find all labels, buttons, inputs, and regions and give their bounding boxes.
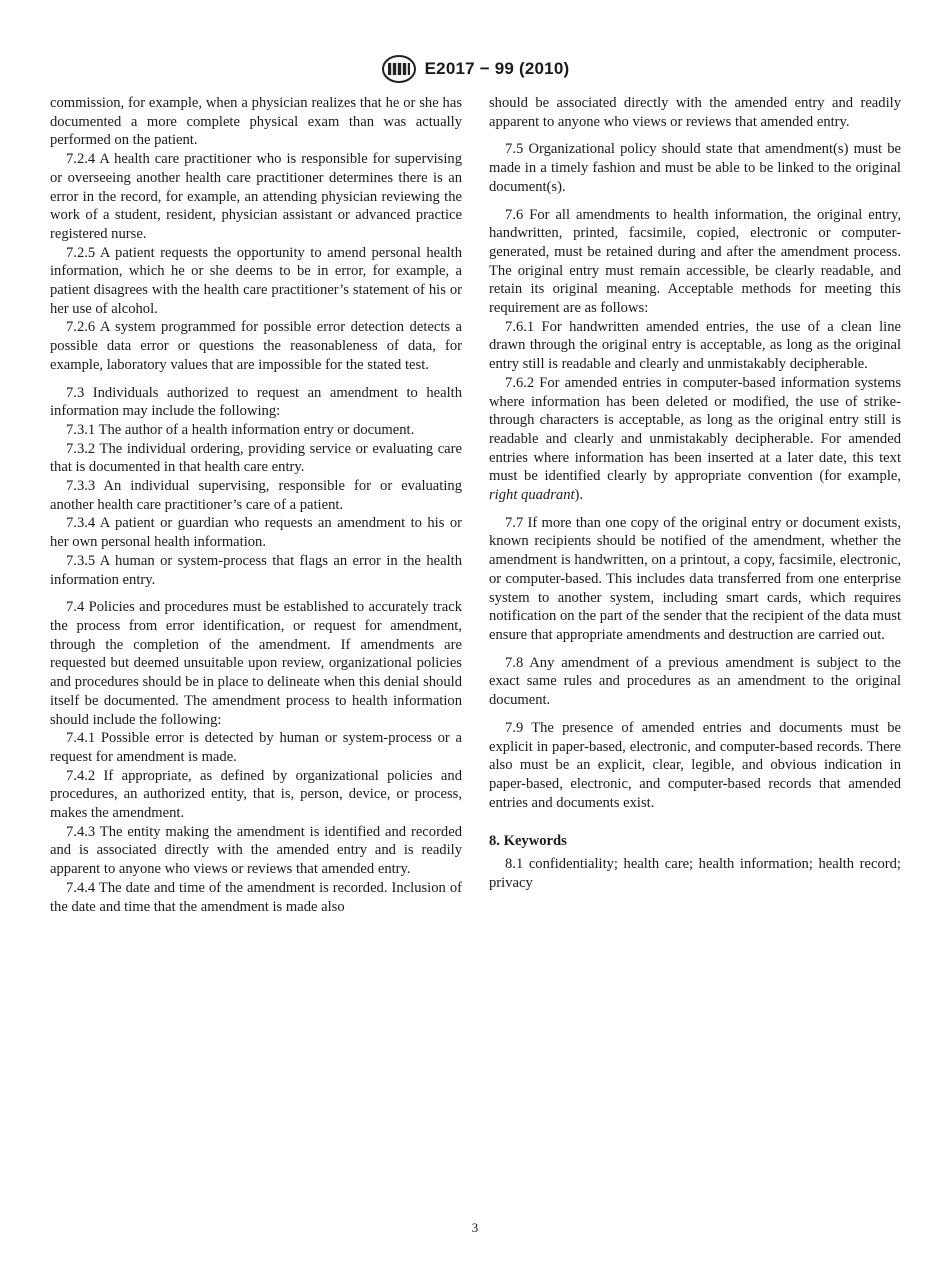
paragraph: 7.5 Organizational policy should state that amendment(s) must be made in a timely fashion and must be able to be linked to the original document(s). (489, 141, 901, 195)
page-number: 3 (471, 1220, 479, 1235)
paragraph-text: 7.6.2 For amended entries in computer-based information systems where information has been deleted or modified, the use of strike-through characters is acceptable, as long as the original entry still is readable and clearly and unmistakably decipherable. For amended entries where information has been inserted at a later date, this text must be identified clearly by appropriate convention (for example, (489, 374, 901, 485)
paragraph: 7.4 Policies and procedures must be established to accurately track the process from error identification, or request for amendment, through the completion of the amendment. If amendments are requested but deemed unsuitable upon review, organizational policies and procedures should be in place to delineate when this denial should itself be documented. The amendment process to health information should include the following: (50, 599, 462, 728)
paragraph: 7.2.5 A patient requests the opportunity to amend personal health information, which he or she deems to be in error, for example, a patient disagrees with the health care practitioner’s statement of his or her use of alcohol. (50, 244, 462, 317)
paragraph: 7.7 If more than one copy of the original entry or document exists, known recipients should be notified of the amendment, whether the amendment is handwritten, on a printout, a copy, facsimile, electronic, or computer-based. This includes data transferred from one enterprise system to another system, including smart cards, which requires notification on the part of the sender that the recipient of the data must ensure that appropriate amendments and destruction are carried out. (489, 514, 901, 643)
paragraph: 7.4.1 Possible error is detected by human or system-process or a request for amendment is made. (50, 730, 462, 765)
paragraph: 7.8 Any amendment of a previous amendment is subject to the exact same rules and procedures as an amendment to the original document. (489, 654, 901, 709)
paragraph: 7.4.3 The entity making the amendment is identified and recorded and is associated directly with the amended entry and is readily apparent to anyone who views or reviews that amended entry. (50, 823, 462, 878)
paragraph: 7.3.5 A human or system-process that flags an error in the health information entry. (50, 552, 462, 588)
paragraph: 7.3.3 An individual supervising, responsible for or evaluating another health care practitioner’s care of a patient. (50, 478, 462, 513)
paragraph: 7.6 For all amendments to health information, the original entry, handwritten, printed, facsimile, copied, electronic or computer-generated, must be retained during and after the amendment process. The original entry must remain accessible, be clearly readable, and retain its original meaning. Acceptable methods for meeting this requirement are as follows: (489, 206, 901, 317)
section-heading: 8. Keywords (489, 833, 567, 850)
paragraph (489, 374, 901, 505)
paragraph: should be associated directly with the amended entry and readily apparent to anyone who views or reviews that amended entry. (489, 95, 901, 130)
page-header (0, 54, 950, 84)
paragraph: 7.2.6 A system programmed for possible error detection detects a possible data error or questions the reasonableness of data, for example, laboratory values that are impossible for the stated test. (50, 319, 462, 373)
paragraph: 7.9 The presence of amended entries and documents must be explicit in paper-based, electronic, and computer-based records. There also must be an explicit, clear, legible, and obvious indication in paper-based, electronic, and computer-based records that amended entries and documents exist. (489, 719, 901, 811)
right-column (489, 94, 901, 892)
paragraph: 7.6.1 For handwritten amended entries, the use of a clean line drawn through the original entry is acceptable, as long as the original entry still is readable and clearly and unmistakably decipherable. (489, 318, 901, 373)
paragraph: 7.4.4 The date and time of the amendment is recorded. Inclusion of the date and time that the amendment is made also (50, 879, 462, 915)
italic-term: right quadrant (489, 487, 575, 504)
paragraph: 7.4.2 If appropriate, as defined by organizational policies and procedures, an authorized entity, that is, person, device, or process, makes the amendment. (50, 767, 462, 822)
paragraph: 7.3.4 A patient or guardian who requests an amendment to his or her own personal health information. (50, 515, 462, 551)
paragraph-text-end: ). (574, 487, 584, 504)
paragraph: 7.2.4 A health care practitioner who is responsible for supervising or overseeing another health care practitioner determines there is an error in the record, for example, an attending physician reviewing the work of a student, resident, physician assistant or advanced practice registered nurse. (50, 151, 462, 242)
paragraph: 7.3.2 The individual ordering, providing service or evaluating care that is documented in that health care entry. (50, 440, 462, 476)
astm-logo-icon (381, 54, 417, 84)
paragraph: commission, for example, when a physician realizes that he or she has documented a more complete physical exam than was actually performed on the patient. (50, 95, 462, 149)
paragraph: 7.3 Individuals authorized to request an amendment to health information may include the following: (50, 384, 462, 420)
paragraph: 7.3.1 The author of a health information entry or document. (66, 421, 415, 438)
left-column (50, 94, 462, 916)
paragraph: 8.1 confidentiality; health care; health information; health record; privacy (489, 856, 901, 891)
standard-designation: E2017 − 99 (2010) (424, 59, 570, 78)
